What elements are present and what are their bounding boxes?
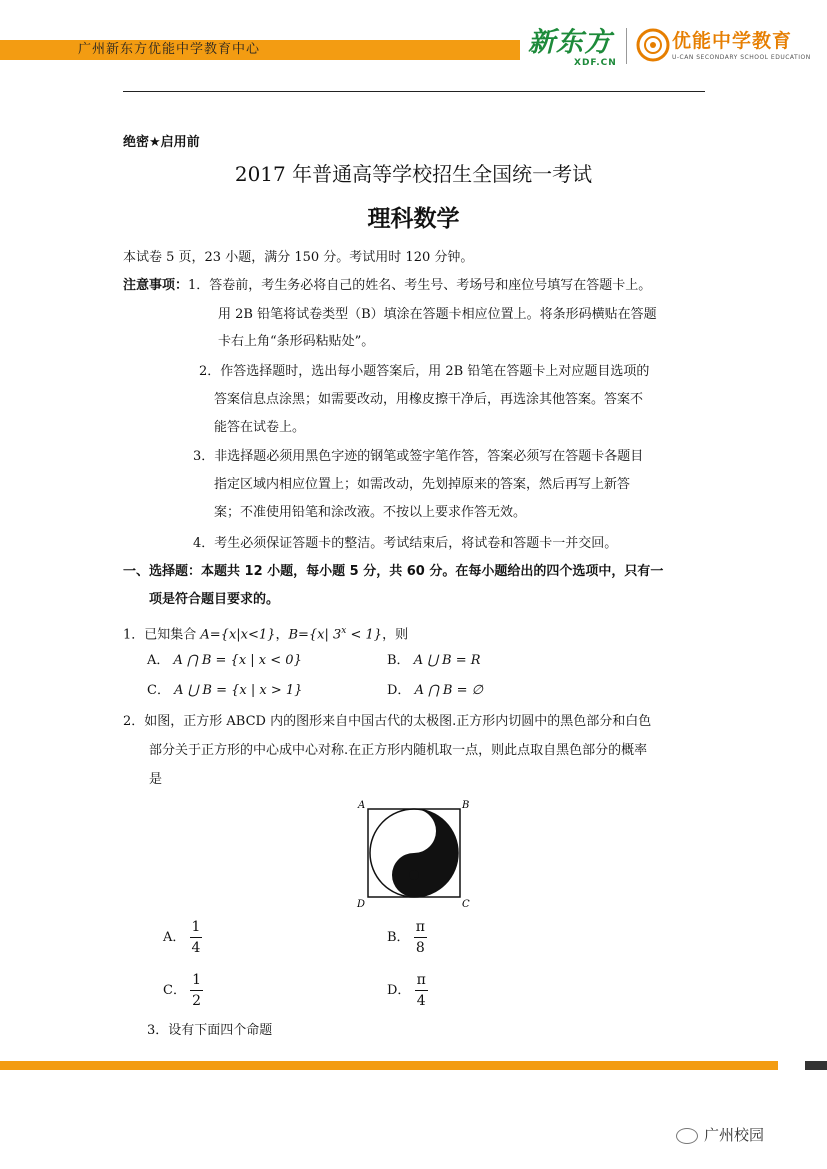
- q1-set-b-exp: x: [341, 626, 347, 636]
- note-2-a: 2．作答选择题时，选出每小题答案后，用 2B 铅笔在答题卡上对应题目选项的: [199, 364, 650, 379]
- q1-option-b-label: B．: [387, 653, 410, 668]
- taiji-figure: [352, 797, 476, 909]
- q2-line-1: 2．如图，正方形 ABCD 内的图形来自中国古代的太极图.正方形内切圆中的黑色部分和白色: [123, 714, 652, 729]
- xdf-logo-sub: XDF.CN: [574, 58, 617, 68]
- q2-option-b[interactable]: [387, 918, 427, 958]
- exam-title: 2017 年普通高等学校招生全国统一考试: [234, 162, 593, 186]
- exam-subtitle: 理科数学: [367, 206, 460, 232]
- header-rule: [123, 91, 705, 92]
- q1-stem-end: ，则: [382, 627, 409, 643]
- fig-label-a: A: [358, 800, 366, 811]
- ucan-logo-text: 优能中学教育: [672, 30, 793, 52]
- q2-option-d-frac: [415, 972, 428, 1009]
- q1-option-c[interactable]: [147, 682, 302, 700]
- fig-label-d: D: [357, 899, 366, 909]
- q1-set-a: A={x|x<1}: [200, 627, 276, 643]
- q2-option-c-frac: [190, 972, 203, 1009]
- q2-option-b-num: π: [414, 919, 427, 938]
- footer-dark-mark: [805, 1061, 827, 1070]
- q2-option-d-num: π: [415, 972, 428, 991]
- section-1-line-2: 项是符合题目要求的。: [149, 592, 280, 607]
- notes-label: 注意事项：: [123, 278, 189, 293]
- q1-set-b-pre: B={x| 3: [288, 627, 342, 643]
- note-2-b: 答案信息点涂黑；如需要改动，用橡皮擦干净后，再选涂其他答案。答案不: [214, 392, 644, 407]
- wechat-icon: [676, 1128, 698, 1144]
- q1-option-a-label: A．: [147, 653, 170, 668]
- taiji-black-dot: [409, 870, 419, 880]
- q2-option-a-label: A．: [163, 930, 186, 945]
- q1-set-b-post: < 1}: [346, 627, 383, 643]
- q2-option-b-den: 8: [415, 940, 425, 956]
- q1-option-a-text: A ⋂ B = {x | x < 0}: [173, 653, 302, 668]
- logo-divider: [626, 28, 627, 64]
- q2-option-c[interactable]: [163, 971, 203, 1011]
- q1-option-b-text: A ⋃ B = R: [413, 653, 481, 668]
- q1-option-d-label: D．: [387, 683, 411, 698]
- q2-option-c-num: 1: [190, 972, 203, 991]
- q2-line-2: 部分关于正方形的中心成中心对称.在正方形内随机取一点，则此点取自黑色部分的概率: [149, 743, 648, 758]
- note-1-a: 1．答卷前，考生务必将自己的姓名、考生号、考场号和座位号填写在答题卡上。: [188, 278, 652, 293]
- note-2-c: 能答在试卷上。: [214, 420, 306, 435]
- note-3-b: 指定区域内相应位置上；如需改动，先划掉原来的答案，然后再写上新答: [214, 477, 631, 492]
- footer-watermark: [676, 1124, 764, 1145]
- q2-option-d[interactable]: [387, 971, 428, 1011]
- xdf-logo: [528, 28, 617, 68]
- header-org-text: 广州新东方优能中学教育中心: [78, 42, 261, 57]
- ucan-logo-sub: U-CAN SECONDARY SCHOOL EDUCATION: [672, 54, 811, 61]
- xdf-logo-text: 新东方: [528, 27, 612, 58]
- note-3-a: 3．非选择题必须用黑色字迹的钢笔或签字笔作答，答案必须写在答题卡各题目: [193, 449, 644, 464]
- exam-info: 本试卷 5 页，23 小题，满分 150 分。考试用时 120 分钟。: [123, 250, 474, 265]
- footer-orange-bar: [0, 1061, 778, 1070]
- q1-option-d-text: A ⋂ B = ∅: [414, 683, 483, 698]
- q1-option-a[interactable]: [147, 652, 302, 670]
- q2-option-a-frac: [190, 919, 203, 956]
- q2-option-a[interactable]: [163, 918, 202, 958]
- q1-option-c-label: C．: [147, 683, 170, 698]
- notes-line-1: [123, 277, 651, 295]
- q2-option-d-den: 4: [416, 993, 426, 1009]
- q2-option-b-label: B．: [387, 930, 410, 945]
- q2-option-a-num: 1: [190, 919, 203, 938]
- note-3-c: 案；不准使用铅笔和涂改液。不按以上要求作答无效。: [214, 505, 527, 520]
- q2-line-3: 是: [149, 772, 163, 787]
- q1-comma: ，: [275, 627, 289, 643]
- q2-option-b-frac: [414, 919, 427, 956]
- q2-option-c-den: 2: [192, 993, 202, 1009]
- note-1-b: 用 2B 铅笔将试卷类型（B）填涂在答题卡相应位置上。将条形码横贴在答题: [218, 307, 657, 322]
- secret-label: 绝密★启用前: [123, 135, 200, 150]
- ucan-logo: [672, 28, 811, 62]
- q1-option-b[interactable]: [387, 652, 481, 670]
- q2-option-d-label: D．: [387, 983, 411, 998]
- q2-option-a-den: 4: [191, 940, 201, 956]
- fig-label-b: B: [462, 800, 470, 811]
- q2-option-c-label: C．: [163, 983, 186, 998]
- note-1-c: 卡右上角“条形码粘贴处”。: [218, 334, 375, 349]
- q3-stem: 3．设有下面四个命题: [147, 1023, 273, 1038]
- footer-text: 广州校园: [704, 1126, 765, 1144]
- q1-option-d[interactable]: [387, 682, 483, 700]
- q1-option-c-text: A ⋃ B = {x | x > 1}: [174, 683, 303, 698]
- taiji-white-dot: [409, 826, 419, 836]
- section-1-line-1: 一、选择题：本题共 12 小题，每小题 5 分，共 60 分。在每小题给出的四个选项中，只有一: [123, 564, 664, 579]
- fig-label-c: C: [462, 899, 470, 909]
- q1-stem: [123, 622, 408, 644]
- note-4: 4．考生必须保证答题卡的整洁。考试结束后，将试卷和答题卡一并交回。: [193, 536, 618, 551]
- ucan-emblem-icon: [636, 28, 670, 62]
- q1-stem-start: 1．已知集合: [123, 627, 201, 643]
